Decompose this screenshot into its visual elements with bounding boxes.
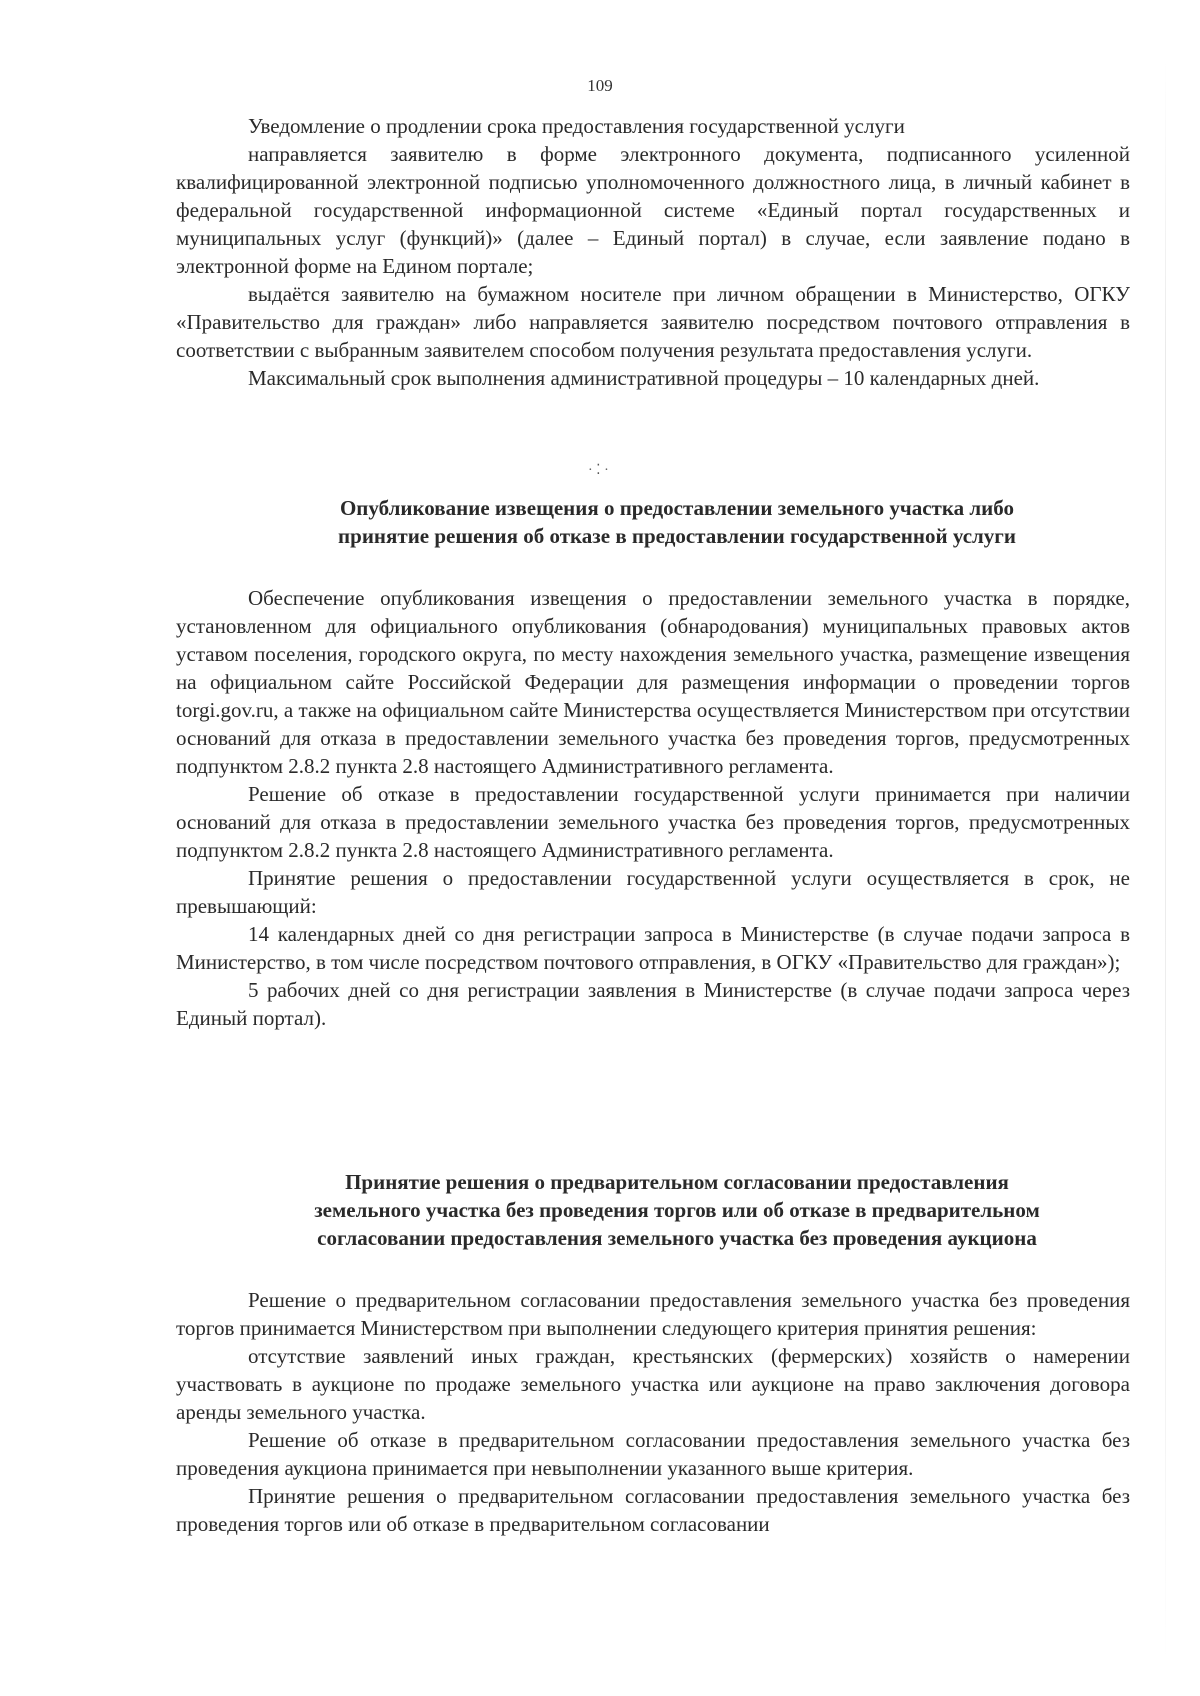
scan-edge-shadow [1165,60,1166,1660]
paragraph: отсутствие заявлений иных граждан, крестьянских (фермерских) хозяйств о намерении участвовать в аукционе по продаже земельного участка или аукционе на право заключения договора аренды земельного участка. [176,1344,1130,1424]
paragraph: 14 календарных дней со дня регистрации запроса в Министерстве (в случае подачи запроса в Министерство, в том числе посредством почтового отправления, в ОГКУ «Правительство для граждан»); [176,922,1130,974]
section-notification [176,112,1130,392]
paragraph: направляется заявителю в форме электронного документа, подписанного усиленной квалифицированной электронной подписью уполномоченного должностного лица, в личный кабинет в федеральной государственной информационной системе «Единый портал государственных и муниципальных услуг (функций)» (далее – Единый портал) в случае, если заявление подано в электронной форме на Едином портале; [176,142,1130,278]
section-heading [176,1168,1130,1252]
paragraph: Принятие решения о предварительном согласовании предоставления земельного участка без проведения торгов или об отказе в предварительном согласовании [176,1484,1130,1536]
paragraph: Максимальный срок выполнения административной процедуры – 10 календарных дней. [248,366,1040,390]
heading-line: принятие решения об отказе в предоставлении государственной услуги [338,524,1016,548]
heading-line: Принятие решения о предварительном согласовании предоставления [345,1170,1009,1194]
section-heading [176,494,1130,550]
section-publication [176,494,1130,1032]
paragraph: Решение об отказе в предоставлении государственной услуги принимается при наличии оснований для отказа в предоставлении земельного участка без проведения торгов, предусмотренных подпунктом 2.8.2 пункта 2.8 настоящего Административного регламента. [176,782,1130,862]
paragraph: Уведомление о продлении срока предоставления государственной услуги [248,114,905,138]
paragraph: Обеспечение опубликования извещения о предоставлении земельного участка в порядке, установленном для официального опубликования (обнародования) муниципальных правовых актов уставом поселения, городского округа, по месту нахождения земельного участка, размещение извещения на официальном сайте Российской Федерации для размещения информации о проведении торгов torgi.gov.ru, а также на официальном сайте Министерства осуществляется Министерством при отсутствии оснований для отказа в предоставлении земельного участка без проведения торгов, предусмотренных подпунктом 2.8.2 пункта 2.8 настоящего Административного регламента. [176,586,1130,778]
scan-artifact: · ⁚ · [588,463,609,478]
paragraph: выдаётся заявителю на бумажном носителе при личном обращении в Министерство, ОГКУ «Правительство для граждан» либо направляется заявителю посредством почтового отправления в соответствии с выбранным заявителем способом получения результата предоставления услуги. [176,282,1130,362]
paragraph: Решение об отказе в предварительном согласовании предоставления земельного участка без проведения аукциона принимается при невыполнении указанного выше критерия. [176,1428,1130,1480]
paragraph: 5 рабочих дней со дня регистрации заявления в Министерстве (в случае подачи запроса через Единый портал). [176,978,1130,1030]
heading-line: Опубликование извещения о предоставлении земельного участка либо [339,496,1015,520]
heading-line: земельного участка без проведения торгов или об отказе в предварительном [314,1198,1040,1222]
paragraph: Решение о предварительном согласовании предоставления земельного участка без проведения торгов принимается Министерством при выполнении следующего критерия принятия решения: [176,1288,1130,1340]
paragraph: Принятие решения о предоставлении государственной услуги осуществляется в срок, не превышающий: [176,866,1130,918]
section-preliminary-approval [176,1168,1130,1538]
heading-line: согласовании предоставления земельного участка без проведения аукциона [317,1226,1037,1250]
page-number: 109 [587,76,613,95]
